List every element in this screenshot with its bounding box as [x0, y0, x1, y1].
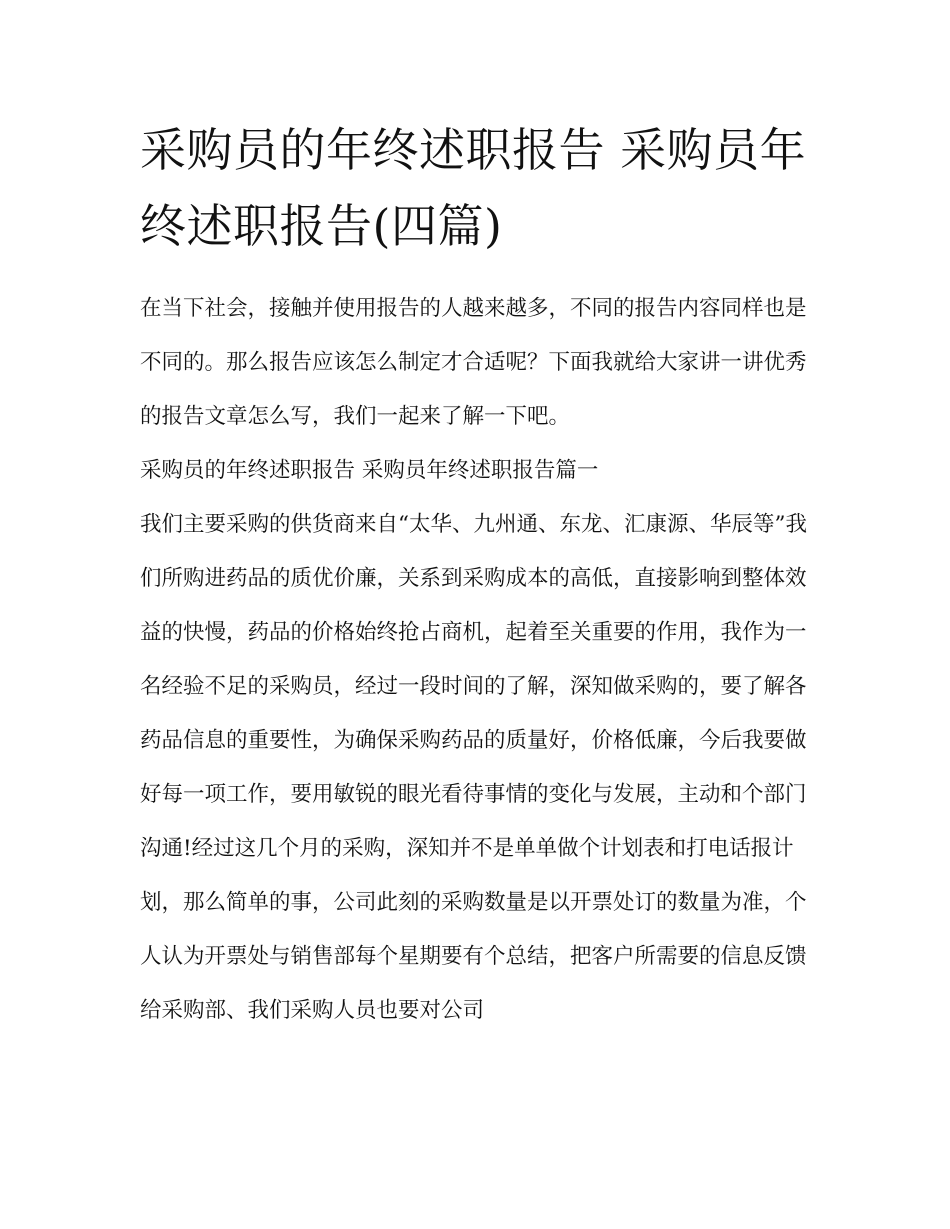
document-content: [140, 112, 812, 1038]
document-title: 采购员的年终述职报告 采购员年终述职报告(四篇): [140, 123, 807, 253]
section-heading: 采购员的年终述职报告 采购员年终述职报告篇一: [140, 458, 599, 483]
body-paragraph: 我们主要采购的供货商来自“太华、九州通、东龙、汇康源、华辰等”我们所购进药品的质优价廉，关系到采购成本的高低，直接影响到整体效益的快慢，药品的价格始终抢占商机，起着至关重要的作用，我作为一名经验不足的采购员，经过一段时间的了解，深知做采购的，要了解各药品信息的重要性，为确保采购药品的质量好，价格低廉，今后我要做好每一项工作，要用敏锐的眼光看待事情的变化与发展，主动和个部门沟通!经过这几个月的采购，深知并不是单单做个计划表和打电话报计划，那么简单的事，公司此刻的采购数量是以开票处订的数量为准，个人认为开票处与销售部每个星期要有个总结，把客户所需要的信息反馈给采购部、我们采购人员也要对公司: [140, 512, 807, 1023]
intro-paragraph: 在当下社会，接触并使用报告的人越来越多，不同的报告内容同样也是不同的。那么报告应该怎么制定才合适呢？下面我就给大家讲一讲优秀的报告文章怎么写，我们一起来了解一下吧。: [140, 296, 807, 429]
